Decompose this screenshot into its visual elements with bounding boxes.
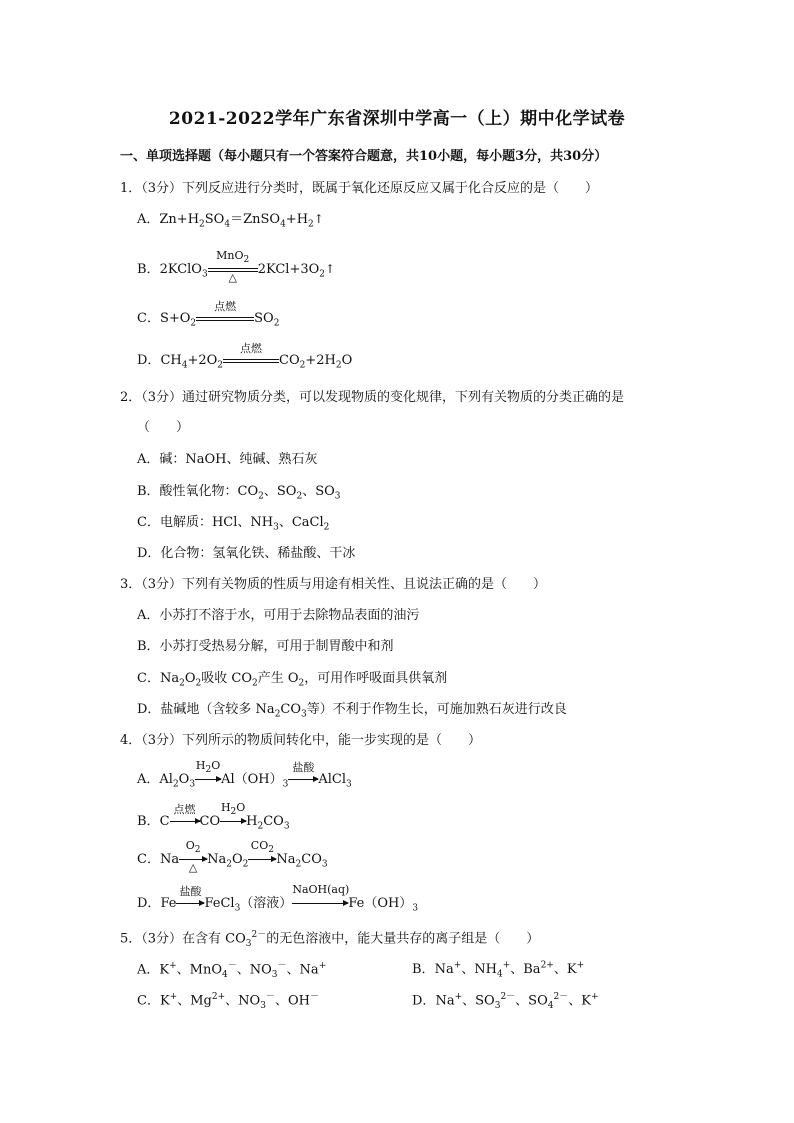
reaction-arrow-icon: 盐酸 xyxy=(176,896,204,911)
question-2-stem-cont: （ ） xyxy=(137,420,190,435)
q4-option-a[interactable]: A．$Al_2O_3$ $H_2O$ $Al(OH)_3$ 盐酸 AlCl$_3$ xyxy=(137,759,352,790)
reaction-condition-equals-icon: 点燃 xyxy=(223,353,279,368)
reaction-arrow-icon: $CO_2$ xyxy=(248,852,276,867)
q4-option-b[interactable]: B．C 点燃 CO $H_2O$ $H_2CO_3$ xyxy=(137,801,290,832)
reaction-arrow-icon: $H_2O$ xyxy=(220,814,246,829)
section-heading: 一、单项选择题（每小题只有一个答案符合题意，共10小题，每小题3分，共30分） xyxy=(120,149,608,164)
q1-option-d[interactable]: D．$CH_4+2O_2$ 点燃 $CO_2+2H_2O$ xyxy=(137,342,353,371)
q3-option-c[interactable]: C．$Na_2O_2$吸收 $CO_2$产生 $O_2$，可用作呼吸面具供氧剂 xyxy=(137,671,448,689)
reaction-condition-equals-icon: MnO$_2$ △ xyxy=(208,262,258,277)
q3-option-a[interactable]: A．小苏打不溶于水，可用于去除物品表面的油污 xyxy=(137,608,420,623)
q4-option-c[interactable]: C．Na $O_2$ △ $Na_2O_2$ $CO_2$ $Na_2CO_3$ xyxy=(137,839,328,874)
q5-option-b[interactable]: B．Na+、$NH_4^+$、$Ba^{2+}$、K+ xyxy=(412,960,585,980)
page-title: 2021-2022学年广东省深圳中学高一（上）期中化学试卷 xyxy=(168,109,626,129)
q2-option-a[interactable]: A．碱：NaOH、纯碱、熟石灰 xyxy=(137,452,318,467)
reaction-arrow-icon: $O_2$ △ xyxy=(179,852,207,867)
q3-option-b[interactable]: B．小苏打受热易分解，可用于制胃酸中和剂 xyxy=(137,639,394,654)
q2-option-c[interactable]: C．电解质：HCl、$NH_3$、CaCl$_2$ xyxy=(137,515,330,533)
q1-option-b[interactable]: B．2KClO$_3$ MnO$_2$ △ $2KCl+3O_2$ ↑ xyxy=(137,258,335,280)
question-5-stem: 5．（3分）在含有 $CO_3^{2-}$的无色溶液中，能大量共存的离子组是（ ） xyxy=(120,930,540,949)
q1-option-a[interactable]: A．$Zn+H_2SO_4=ZnSO_4+H_2$ ↑ xyxy=(137,208,324,230)
question-1-stem: 1．（3分）下列反应进行分类时，既属于氧化还原反应又属于化合反应的是（ ） xyxy=(120,181,599,196)
reaction-arrow-icon: NaOH(aq) xyxy=(292,896,348,911)
question-2-stem: 2．（3分）通过研究物质分类，可以发现物质的变化规律，下列有关物质的分类正确的是 xyxy=(120,390,625,405)
gas-up-arrow-icon xyxy=(325,262,335,277)
q4-option-d[interactable]: D．Fe 盐酸 FeCl$_3$（溶液） NaOH(aq) $Fe(OH)_3$ xyxy=(137,883,419,914)
q1-option-c[interactable]: C．$S+O_2$ 点燃 $SO_2$ xyxy=(137,300,280,329)
q2-option-b[interactable]: B．酸性氧化物：$CO_2$、$SO_2$、$SO_3$ xyxy=(137,484,341,502)
reaction-condition-equals-icon: 点燃 xyxy=(196,311,254,326)
reaction-arrow-icon: 点燃 xyxy=(170,814,200,829)
question-3-stem: 3．（3分）下列有关物质的性质与用途有相关性、且说法正确的是（ ） xyxy=(120,577,547,592)
q5-option-a[interactable]: A．K+、MnO$_4$－、$NO_3^-$、Na+ xyxy=(137,961,327,980)
q5-option-c[interactable]: C．K+、$Mg^{2+}$、$NO_3^-$、OH－ xyxy=(137,992,319,1011)
q3-option-d[interactable]: D．盐碱地（含较多 $Na_2CO_3$等）不利于作物生长，可施加熟石灰进行改良 xyxy=(137,702,567,720)
question-4-stem: 4．（3分）下列所示的物质间转化中，能一步实现的是（ ） xyxy=(120,733,482,748)
q5-option-d[interactable]: D．Na+、$SO_3^{2-}$、$SO_4^{2-}$、K+ xyxy=(412,992,599,1011)
reaction-arrow-icon: 盐酸 xyxy=(288,772,318,787)
reaction-arrow-icon: $H_2O$ xyxy=(195,772,221,787)
q2-option-d[interactable]: D．化合物：氢氧化铁、稀盐酸、干冰 xyxy=(137,546,356,561)
gas-up-arrow-icon xyxy=(314,212,324,227)
